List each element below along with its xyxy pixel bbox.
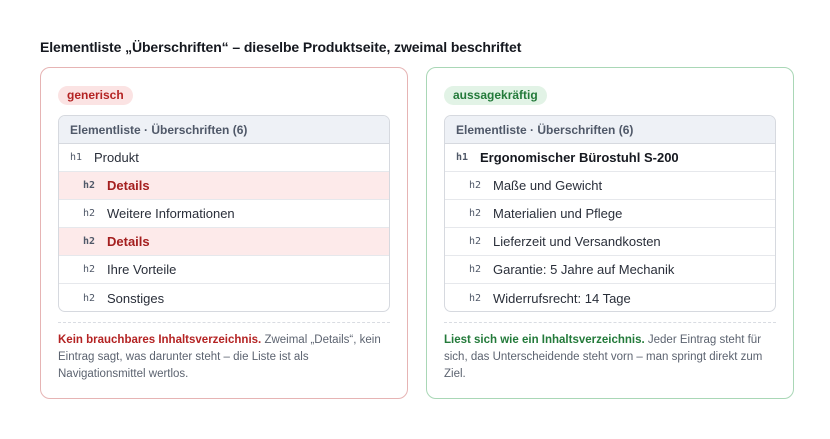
heading-list-meaningful: [444, 115, 776, 312]
generic-note: [58, 332, 396, 383]
heading-text: Maße und Gewicht: [493, 178, 603, 193]
heading-level: h2: [83, 208, 96, 219]
heading-level: h1: [70, 152, 83, 163]
note-lead: Kein brauchbares Inhaltsverzeichnis.: [58, 334, 262, 346]
list-item-highlighted[interactable]: [59, 228, 389, 256]
list-item[interactable]: [445, 228, 775, 256]
heading-text: Widerrufsrecht: 14 Tage: [493, 290, 631, 306]
heading-text: Details: [107, 234, 150, 249]
list-item[interactable]: [445, 256, 775, 284]
heading-text: Materialien und Pflege: [493, 206, 623, 221]
generic-panel: [40, 67, 408, 399]
list-item[interactable]: [445, 284, 775, 312]
heading-level: h2: [83, 180, 96, 191]
heading-text: Garantie: 5 Jahre auf Mechanik: [493, 262, 675, 277]
heading-level: h2: [83, 292, 96, 304]
heading-level: h2: [83, 236, 96, 247]
dashed-divider: [444, 322, 776, 323]
heading-level: h2: [469, 264, 482, 275]
heading-level: h1: [456, 152, 469, 163]
note-lead: Liest sich wie ein Inhaltsverzeichnis.: [444, 334, 645, 346]
heading-level: h2: [469, 292, 482, 304]
list-item[interactable]: [445, 200, 775, 228]
meaningful-tag: aussagekräftig: [444, 86, 547, 105]
page-title: Elementliste „Überschriften“ – dieselbe Produktseite, zweimal beschriftet: [40, 39, 522, 55]
heading-level: h2: [83, 264, 96, 275]
heading-text: Lieferzeit und Versandkosten: [493, 234, 661, 249]
list-header: Elementliste · Überschriften (6): [445, 116, 775, 144]
list-item-highlighted[interactable]: [59, 172, 389, 200]
list-header: Elementliste · Überschriften (6): [59, 116, 389, 144]
heading-text: Ergonomischer Bürostuhl S-200: [480, 150, 679, 165]
heading-level: h2: [469, 236, 482, 247]
list-item[interactable]: [445, 172, 775, 200]
note-text: Jeder Eintrag steht für sich, das Unterscheidende steht vorn – man springt direkt zum Ziel.: [444, 334, 763, 380]
list-item[interactable]: [59, 256, 389, 284]
heading-list-generic: [58, 115, 390, 312]
heading-level: h2: [469, 180, 482, 191]
heading-text: Produkt: [94, 150, 139, 165]
heading-text: Details: [107, 178, 150, 193]
note-text: Zweimal „Details“, kein Eintrag sagt, was darunter steht – die Liste ist als Navigationsmittel wertlos.: [58, 334, 381, 380]
list-item[interactable]: [445, 144, 775, 172]
heading-text: Ihre Vorteile: [107, 262, 177, 277]
dashed-divider: [58, 322, 390, 323]
meaningful-note: [444, 332, 782, 383]
heading-level: h2: [469, 208, 482, 219]
list-item[interactable]: [59, 144, 389, 172]
heading-text: Sonstiges: [107, 290, 165, 306]
meaningful-panel: [426, 67, 794, 399]
list-item[interactable]: [59, 200, 389, 228]
generic-tag: generisch: [58, 86, 133, 105]
heading-text: Weitere Informationen: [107, 206, 235, 221]
list-item[interactable]: [59, 284, 389, 312]
